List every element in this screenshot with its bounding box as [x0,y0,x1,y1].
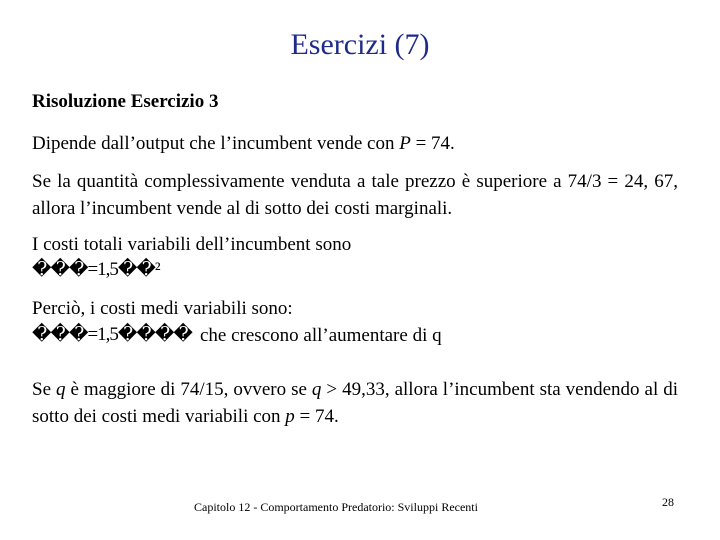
section-heading: Risoluzione Esercizio 3 [32,91,219,112]
conclusion-text-d: = 74. [294,406,339,427]
quantity-variable: q [55,379,66,400]
conclusion-text-c: > 49,33, allora l’incumbent sta vendendo al di sotto dei costi medi variabili con [32,379,678,427]
conclusion-text-a: Se [32,379,56,400]
paragraph-quantity: Se la quantità complessivamente venduta a tale prezzo è superiore a 74/3 = 24, 67, allora l’incumbent vende al di sotto dei costi marginali. [32,171,678,219]
paragraph-average-costs: Perciò, i costi medi variabili sono: [32,298,293,319]
slide-title: Esercizi (7) [290,28,430,61]
average-cost-note: che crescono all’aumentare di q [200,325,442,346]
paragraph-total-costs: I costi totali variabili dell’incumbent sono [32,234,352,255]
price-variable: p [285,406,295,427]
paragraph-conclusion [32,376,678,430]
page-number: 28 [662,495,674,509]
average-cost-formula: ���=1,5���� [32,324,192,345]
paragraph-output [32,130,455,157]
price-variable: P [399,133,411,154]
paragraph-output-text-b: = 74. [410,133,455,154]
paragraph-output-text-a: Dipende dall’output che l’incumbent vende con [32,133,400,154]
total-cost-formula: ���=1,5��² [32,259,160,280]
quantity-variable: q [311,379,322,400]
conclusion-text-b: è maggiore di 74/15, ovvero se [65,379,312,400]
footer-caption: Capitolo 12 - Comportamento Predatorio: Sviluppi Recenti [194,500,478,514]
